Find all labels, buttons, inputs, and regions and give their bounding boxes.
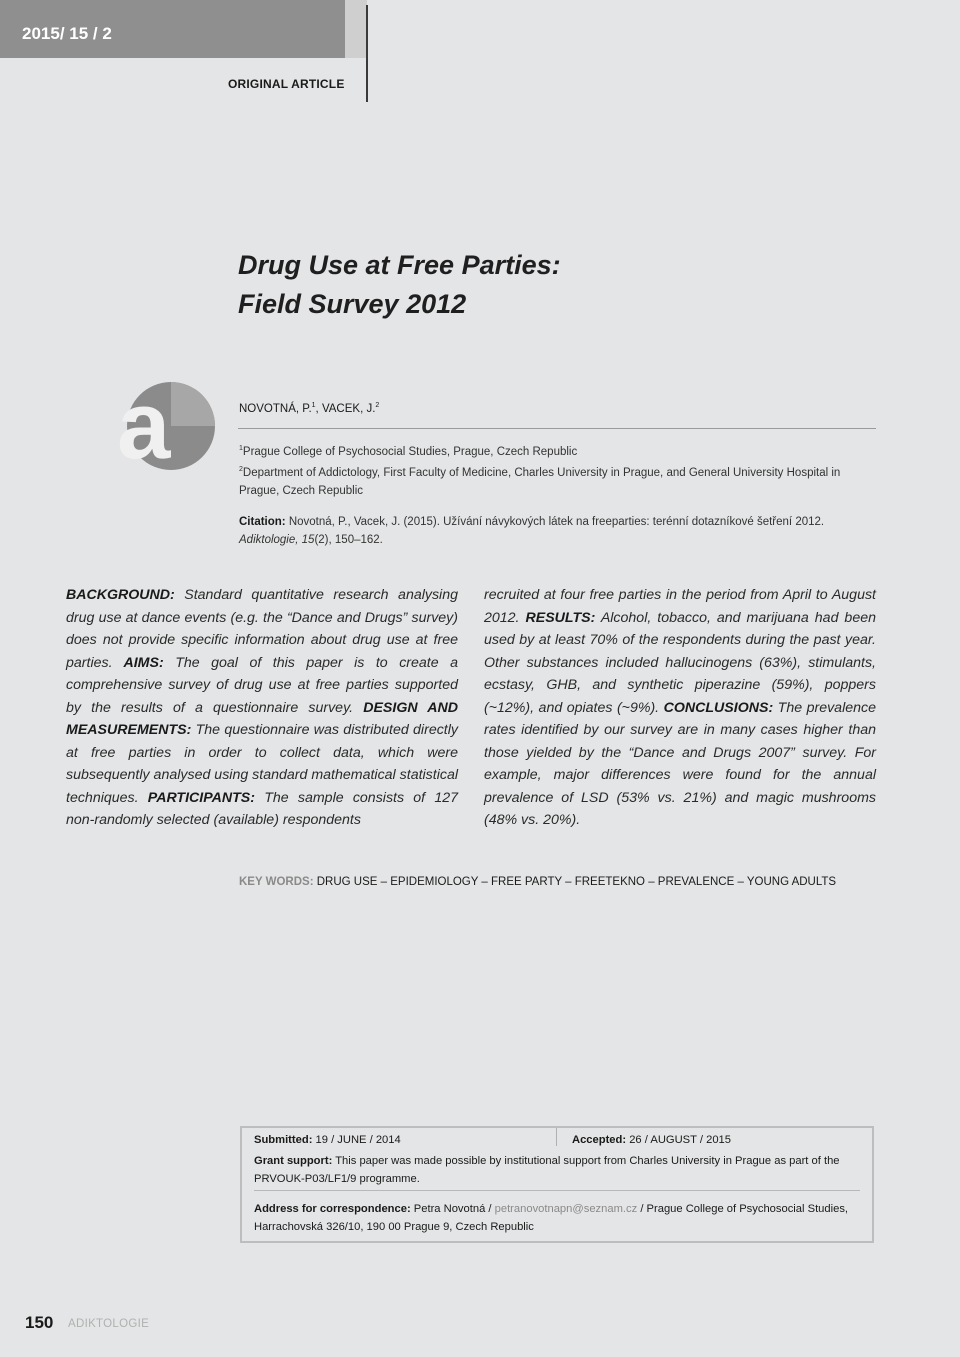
abstract-column-2 (484, 584, 876, 832)
article-type: ORIGINAL ARTICLE (228, 77, 345, 91)
submitted-line (254, 1134, 401, 1146)
authors-divider (238, 428, 876, 429)
aims-text: The goal of this paper is to create a comprehensive survey of drug use at free parties supported by the results of a questionnaire survey. (66, 654, 459, 716)
grant-text: This paper was made possible by institutional support from Charles University in Prague as part of the PRVOUK-P03/LF1/9 programme. (254, 1155, 840, 1185)
header-vertical-rule (366, 5, 368, 102)
aims-label: AIMS: (112, 654, 164, 671)
info-vertical-separator (556, 1128, 557, 1146)
keywords-label: KEY WORDS: (239, 876, 314, 888)
results-label: RESULTS: (519, 609, 596, 626)
submitted-date: 19 / JUNE / 2014 (312, 1134, 401, 1146)
participants-label: PARTICIPANTS: (138, 789, 255, 806)
results-text: Alcohol, tobacco, and marijuana had been used by at least 70% of the respondents during the past year. Other substances included hallucinogens (63%), stimulants, ecstasy, GHB, and synthetic piperazine (59%), poppers (~12%), and opiates (~9%). (484, 609, 876, 716)
accepted-label: Accepted: (572, 1134, 627, 1146)
design-text: The questionnaire was distributed directly at free parties in order to collect data, which were subsequently analysed using standard mathematical statistical techniques. (66, 722, 458, 806)
logo-quadrant (171, 382, 215, 426)
participants-continued: recruited at four free parties in the period from April to August 2012. (484, 587, 876, 626)
affiliations (239, 440, 879, 500)
affiliation-mark: 1 (239, 445, 243, 452)
conclusions-text: The prevalence rates identified by our survey are in many cases higher than those yielded by the “Dance and Drugs 2007” survey. For example, major differences were found for the annual prevalence of LSD (53% vs. 21%) and magic mushrooms (48% vs. 20%). (484, 699, 876, 828)
keywords-text: DRUG USE – EPIDEMIOLOGY – FREE PARTY – FREETEKNO – PREVALENCE – YOUNG ADULTS (313, 876, 837, 888)
info-horizontal-separator (254, 1190, 860, 1191)
author-separator: , (315, 402, 322, 415)
title-line-1: Drug Use at Free Parties: (238, 250, 561, 280)
accepted-date: 26 / AUGUST / 2015 (626, 1134, 731, 1146)
issue-number: 2015/ 15 / 2 (22, 24, 112, 43)
address-label: Address for correspondence: (254, 1203, 411, 1215)
address-email[interactable]: petranovotnapn@seznam.cz (494, 1203, 638, 1215)
submitted-label: Submitted: (254, 1134, 313, 1146)
author-1: NOVOTNÁ, P. (239, 402, 312, 415)
title-line-2: Field Survey 2012 (238, 289, 467, 319)
page-number: 150 (25, 1313, 54, 1332)
participants-text: The sample consists of 127 non-randomly selected (available) respondents (66, 789, 458, 828)
address-line (254, 1200, 858, 1236)
affiliation-item (239, 440, 879, 461)
conclusions-label: CONCLUSIONS: (659, 699, 774, 716)
authors (239, 402, 379, 415)
keywords (239, 876, 836, 888)
citation-text: Novotná, P., Vacek, J. (2015). Užívání návykových látek na freeparties: terénní dotazníkové šetření 2012. (285, 516, 825, 528)
issue-tab-edge (345, 0, 367, 58)
affiliation-text: Prague College of Psychosocial Studies, Prague, Czech Republic (242, 445, 578, 458)
citation-journal: Adiktologie, 15 (239, 534, 315, 546)
author-1-affiliation-mark: 1 (311, 402, 316, 409)
citation (239, 513, 879, 549)
issue-tab (0, 0, 345, 58)
author-2: VACEK, J. (321, 402, 376, 415)
journal-name-footer: ADIKTOLOGIE (68, 1318, 150, 1330)
affiliation-mark: 2 (239, 465, 243, 473)
article-title (238, 246, 561, 324)
journal-logo-a-icon (119, 378, 217, 476)
accepted-line (572, 1134, 731, 1146)
abstract-column-1 (66, 584, 458, 832)
citation-label: Citation: (239, 516, 286, 528)
affiliation-text: Department of Addictology, First Faculty of Medicine, Charles University in Prague, and General University Hospital in Prague, Czech Republic (239, 466, 841, 497)
journal-logo-svg (119, 378, 217, 476)
grant-label: Grant support: (254, 1155, 333, 1167)
author-2-affiliation-mark: 2 (375, 402, 380, 409)
background-label: BACKGROUND: (66, 587, 175, 603)
affiliation-item (239, 461, 879, 500)
address-text: / Prague College of Psychosocial Studies, Harrachovská 326/10, 190 00 Prague 9, Czech Republic (254, 1203, 849, 1233)
address-name: Petra Novotná / (410, 1203, 495, 1215)
design-label: DESIGN AND MEASUREMENTS: (66, 699, 458, 738)
citation-issue-pages: (2), 150–162. (314, 534, 383, 546)
grant-line (254, 1152, 858, 1188)
background-text: Standard quantitative research analysing drug use at dance events (e.g. the “Dance and Drugs” survey) does not provide specific information about drug use at free parties. (66, 587, 458, 671)
logo-letter: a (119, 378, 171, 476)
